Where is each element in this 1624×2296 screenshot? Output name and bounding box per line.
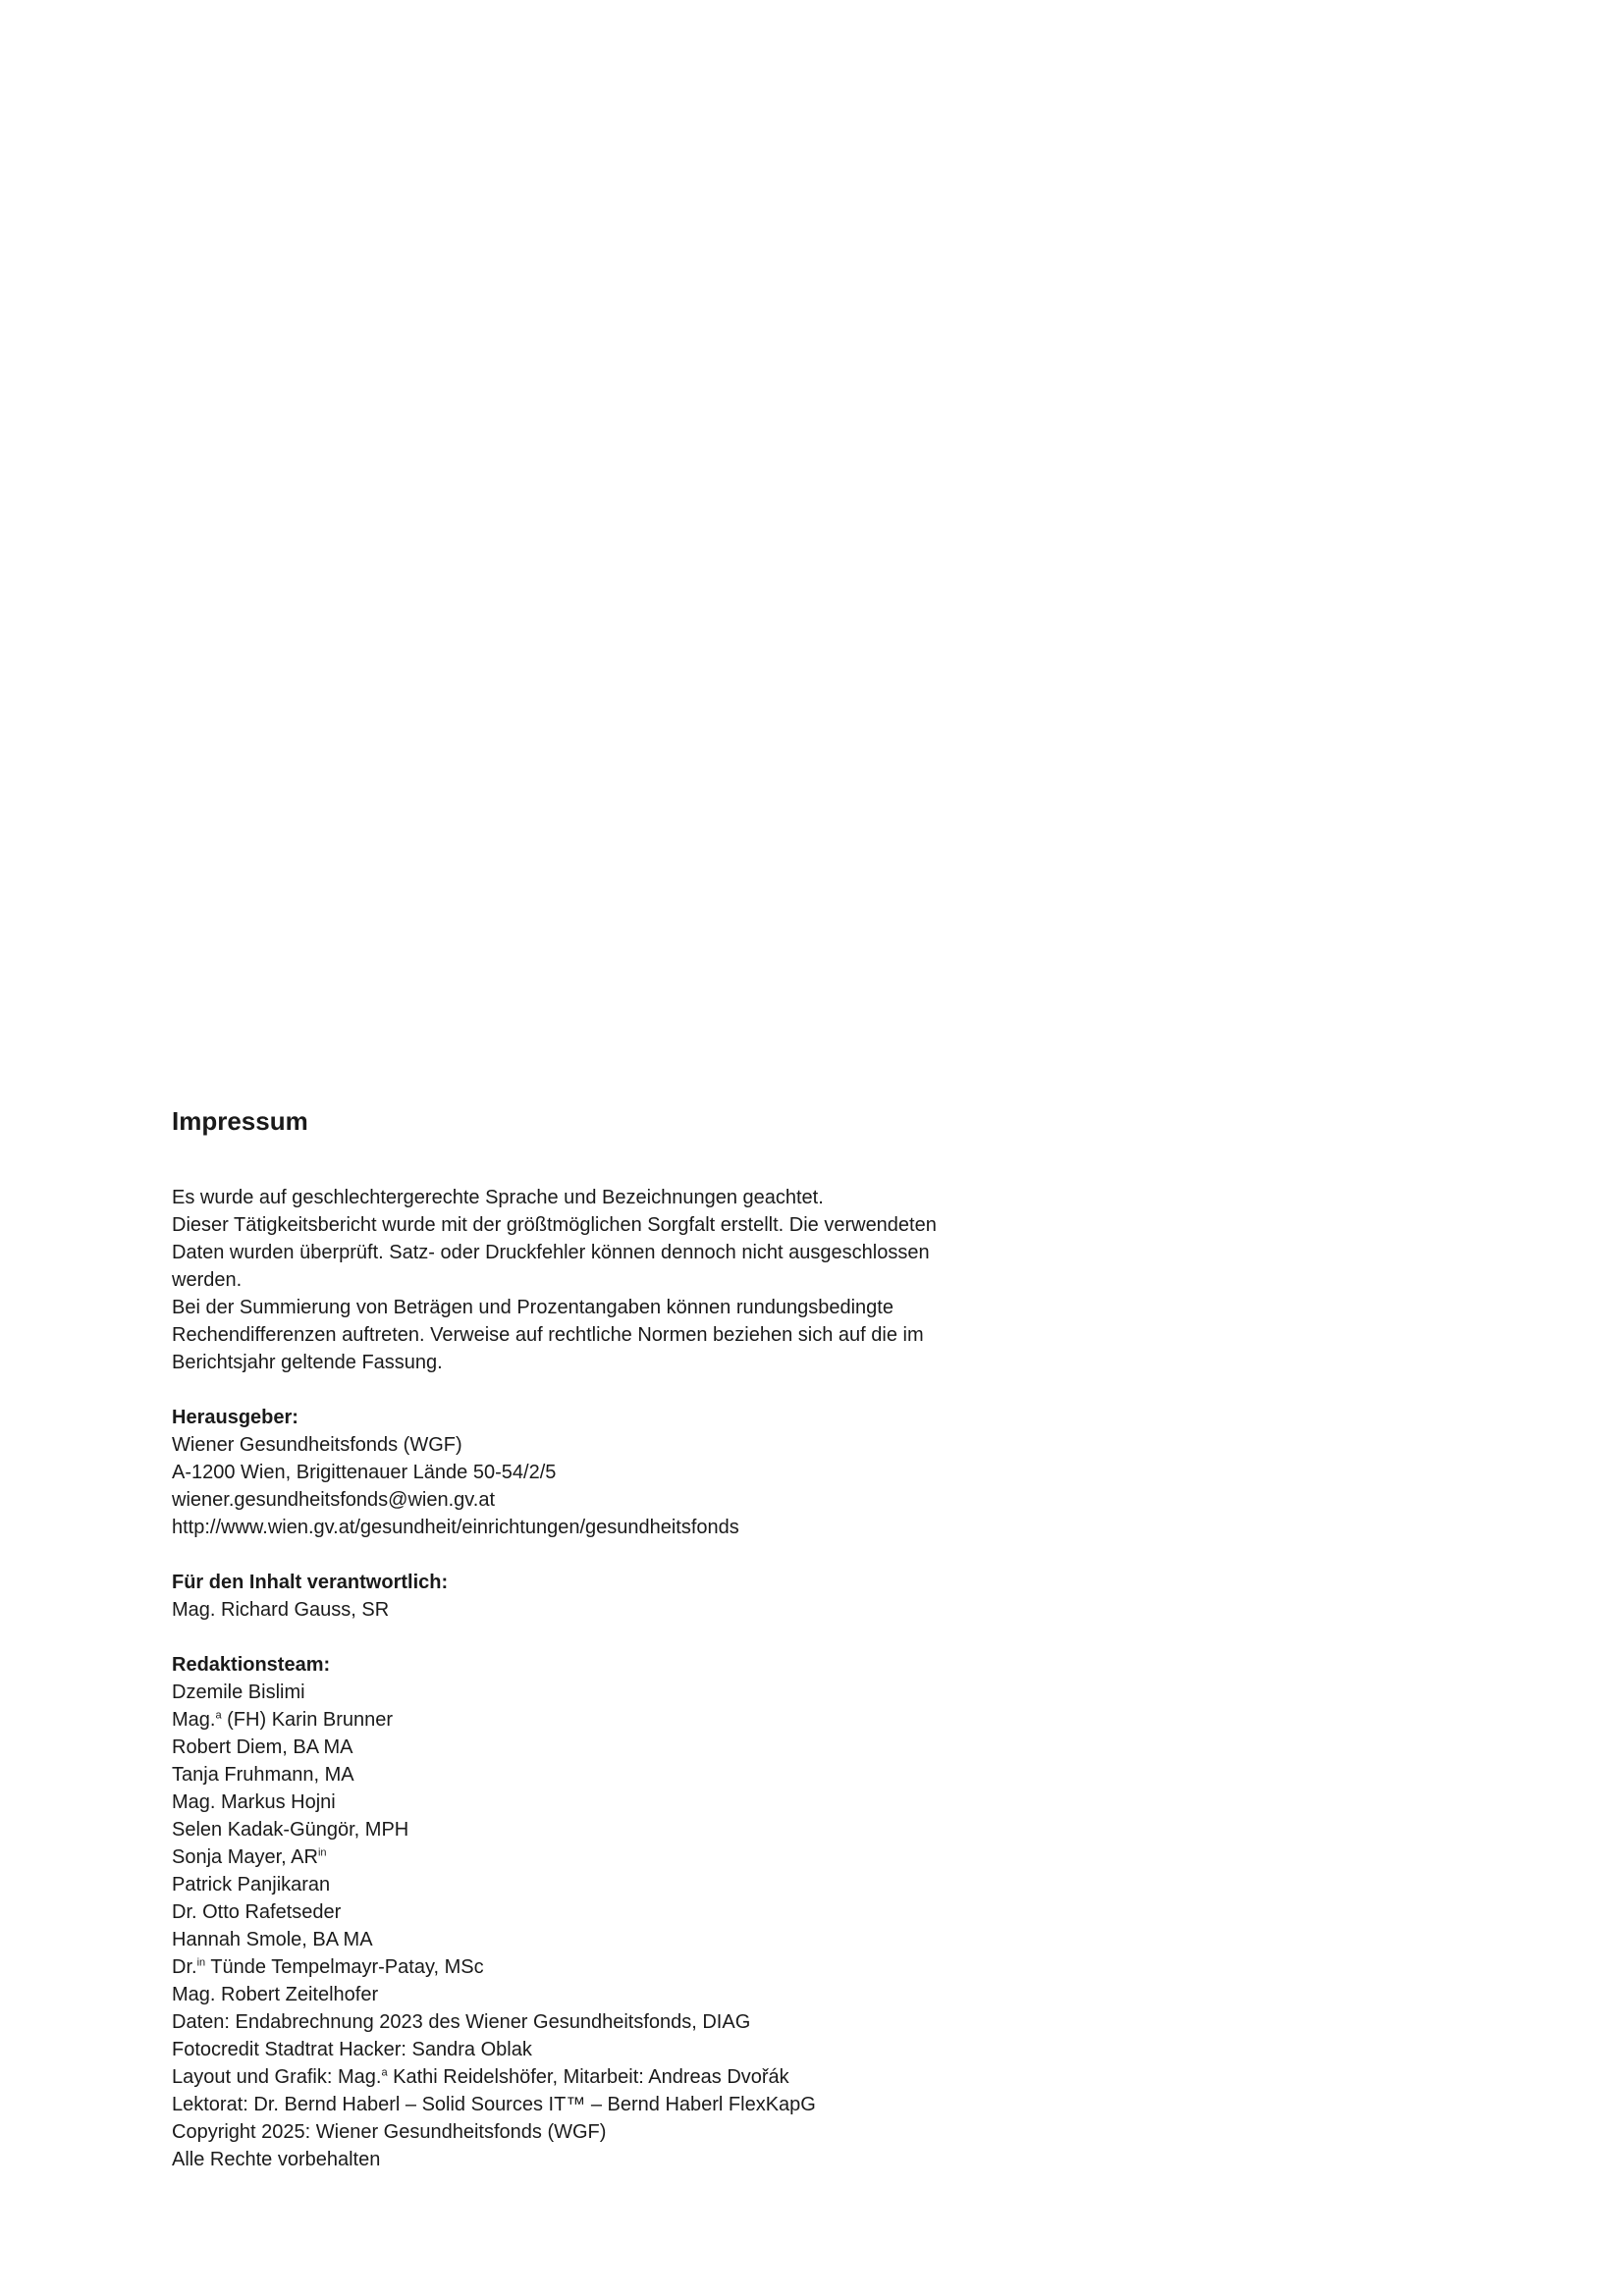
intro-line: werden. <box>172 1269 243 1291</box>
editorial-member <box>172 1843 1056 1871</box>
intro-line: Dieser Tätigkeitsbericht wurde mit der größtmöglichen Sorgfalt erstellt. Die verwendeten <box>172 1214 937 1236</box>
title-prefix: Mag. <box>172 1709 216 1731</box>
responsible-block <box>172 1569 1056 1624</box>
copyright: Copyright 2025: Wiener Gesundheitsfonds (WGF) <box>172 2121 607 2143</box>
publisher-name: Wiener Gesundheitsfonds (WGF) <box>172 1434 462 1456</box>
editorial-heading: Redaktionsteam: <box>172 1654 331 1676</box>
credit-prefix: Layout und Grafik: Mag. <box>172 2066 382 2088</box>
intro-line: Bei der Summierung von Beträgen und Prozentangaben können rundungsbedingte <box>172 1297 893 1318</box>
editorial-member: Selen Kadak-Güngör, MPH <box>172 1819 409 1841</box>
editorial-member: Dr. Otto Rafetseder <box>172 1901 342 1923</box>
editorial-member <box>172 1953 1056 1981</box>
responsible-person: Mag. Richard Gauss, SR <box>172 1599 390 1621</box>
editorial-member: Tanja Fruhmann, MA <box>172 1764 354 1786</box>
superscript: in <box>317 1846 327 1859</box>
editorial-member: Mag. Robert Zeitelhofer <box>172 1984 379 2005</box>
responsible-heading: Für den Inhalt verantwortlich: <box>172 1572 449 1593</box>
editorial-member <box>172 1706 1056 1734</box>
rights-reserved: Alle Rechte vorbehalten <box>172 2149 381 2170</box>
editorial-block <box>172 1651 1056 2173</box>
intro-line: Berichtsjahr geltende Fassung. <box>172 1352 443 1373</box>
superscript: a <box>215 1709 222 1722</box>
intro-paragraph <box>172 1184 1056 1376</box>
editorial-member: Patrick Panjikaran <box>172 1874 331 1896</box>
data-source: Daten: Endabrechnung 2023 des Wiener Gesundheitsfonds, DIAG <box>172 2011 751 2033</box>
editorial-member: Hannah Smole, BA MA <box>172 1929 373 1950</box>
editorial-member: Mag. Markus Hojni <box>172 1791 336 1813</box>
proofreading-credit: Lektorat: Dr. Bernd Haberl – Solid Sources IT™ – Bernd Haberl FlexKapG <box>172 2094 816 2115</box>
intro-line: Es wurde auf geschlechtergerechte Sprache und Bezeichnungen geachtet. <box>172 1187 824 1208</box>
publisher-heading: Herausgeber: <box>172 1407 298 1428</box>
member-name: Sonja Mayer, AR <box>172 1846 318 1868</box>
page-title: Impressum <box>172 1106 308 1136</box>
editorial-member: Robert Diem, BA MA <box>172 1736 353 1758</box>
title-prefix: Dr. <box>172 1956 197 1978</box>
photo-credit: Fotocredit Stadtrat Hacker: Sandra Oblak <box>172 2039 532 2060</box>
publisher-block <box>172 1404 1056 1541</box>
superscript: a <box>381 2066 388 2079</box>
impressum-section <box>172 1101 1056 2201</box>
publisher-url: http://www.wien.gv.at/gesundheit/einrichtungen/gesundheitsfonds <box>172 1517 739 1538</box>
editorial-member: Dzemile Bislimi <box>172 1682 305 1703</box>
intro-line: Daten wurden überprüft. Satz- oder Druckfehler können dennoch nicht ausgeschlossen <box>172 1242 930 1263</box>
publisher-address: A-1200 Wien, Brigittenauer Lände 50-54/2/5 <box>172 1462 557 1483</box>
publisher-email: wiener.gesundheitsfonds@wien.gv.at <box>172 1489 496 1511</box>
credit-name: Kathi Reidelshöfer, Mitarbeit: Andreas Dvořák <box>387 2066 789 2088</box>
layout-credit <box>172 2063 1056 2091</box>
superscript: in <box>196 1956 206 1969</box>
member-name: Tünde Tempelmayr-Patay, MSc <box>205 1956 484 1978</box>
intro-line: Rechendifferenzen auftreten. Verweise auf rechtliche Normen beziehen sich auf die im <box>172 1324 924 1346</box>
member-name: (FH) Karin Brunner <box>221 1709 394 1731</box>
